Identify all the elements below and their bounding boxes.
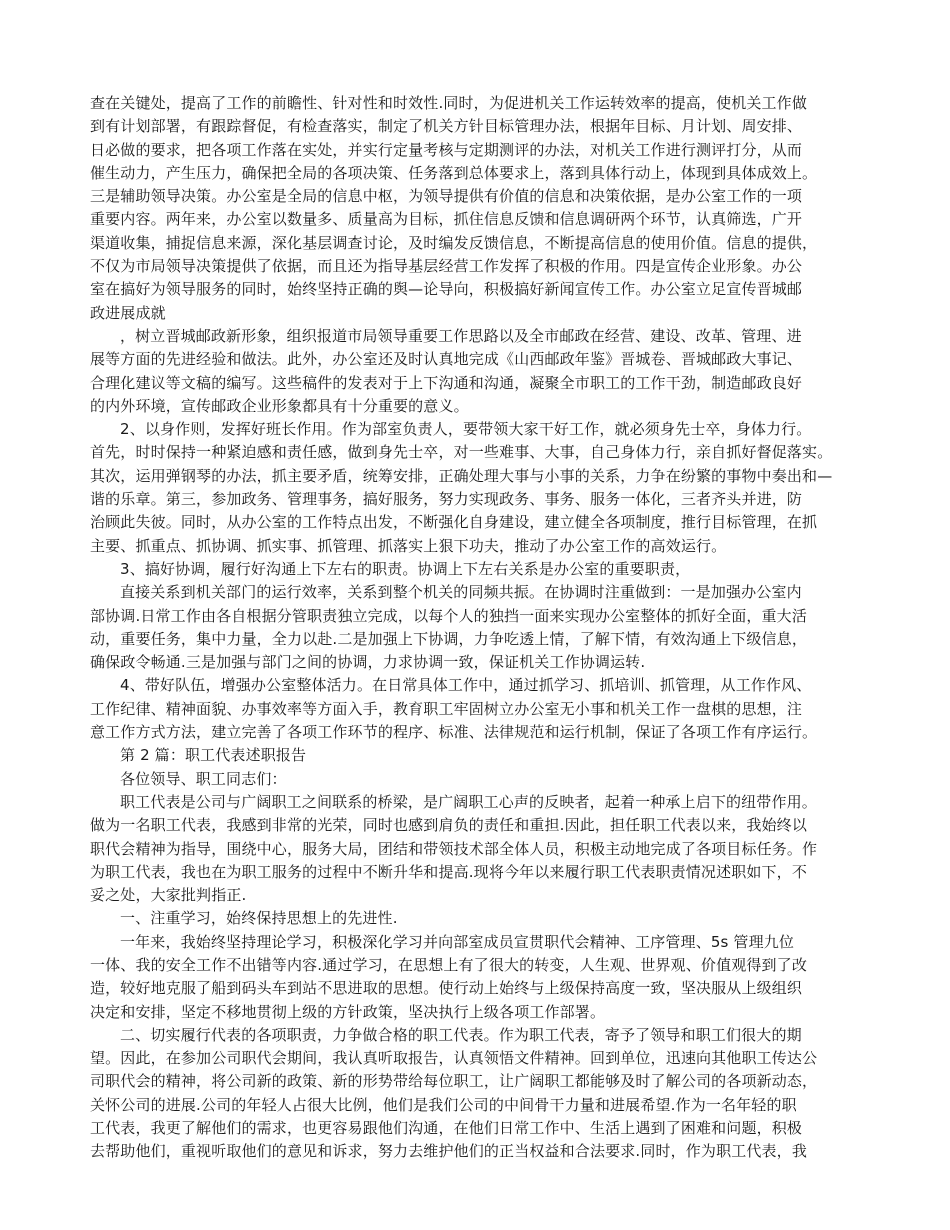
text-line: 首先，时时保持一种紧迫感和责任感，做到身先士卒，对一些难事、大事，自己身体力行，亲自抓好督促落实。: [90, 443, 833, 462]
text-line: 合理化建议等文稿的编写。这些稿件的发表对于上下沟通和沟通，凝聚全市职工的工作干劲，制造邮政良好: [90, 373, 803, 392]
text-line: 妥之处，大家批判指正.: [90, 886, 247, 905]
text-line: 各位领导、职工同志们：: [120, 769, 287, 788]
text-line: 工代表，我更了解他们的需求，也更容易跟他们沟通，在他们日常工作中、生活上遇到了困难和问题，积极: [90, 1119, 803, 1138]
text-line: 意工作方式方法，建立完善了各项工作环节的程序、标准、法律规范和运行机制，保证了各项工作有序运行。: [90, 723, 818, 742]
text-line: 造，较好地克服了船到码头车到站不思进取的思想。使行动上始终与上级保持高度一致，坚决服从上级组织: [90, 979, 803, 998]
text-line: 工作纪律、精神面貌、办事效率等方面入手，教育职工牢固树立办公室无小事和机关工作一盘棋的思想，注: [90, 699, 803, 718]
text-line: 3、搞好协调，履行好沟通上下左右的职责。协调上下左右关系是办公室的重要职责，: [120, 559, 691, 578]
text-line: 其次，运用弹钢琴的办法，抓主要矛盾，统筹安排，正确处理大事与小事的关系，力争在纷繁的事物中奏出和—: [90, 466, 833, 485]
text-line: 到有计划部署，有跟踪督促，有检查落实，制定了机关方针目标管理办法，根据年目标、月计划、周安排、: [90, 117, 803, 136]
text-line: ，树立晋城邮政新形象，组织报道市局领导重要工作思路以及全市邮政在经营、建设、改革、管理、进: [120, 326, 802, 345]
text-line: 为职工代表，我也在为职工服务的过程中不断升华和提高.现将今年以来履行职工代表职责情况述职如下，不: [90, 862, 807, 881]
text-line: 职工代表是公司与广阔职工之间联系的桥梁，是广阔职工心声的反映者，起着一种承上启下的纽带作用。: [120, 792, 817, 811]
text-line: 的内外环境，宣传邮政企业形象都具有十分重要的意义。: [90, 396, 469, 415]
text-line: 政进展成就: [90, 303, 166, 322]
text-line: 室在搞好为领导服务的同时，始终坚持正确的舆—论导向，积极搞好新闻宣传工作。办公室立足宣传晋城邮: [90, 280, 803, 299]
text-line: 不仅为市局领导决策提供了依据，而且还为指导基层经营工作发挥了积极的作用。四是宣传企业形象。办公: [90, 257, 803, 276]
text-line: 治顾此失彼。同时，从办公室的工作特点出发，不断强化自身建设，建立健全各项制度，推行目标管理，在抓: [90, 513, 818, 532]
text-line: 谐的乐章。第三，参加政务、管理事务，搞好服务，努力实现政务、事务、服务一体化，三者齐头并进，防: [90, 490, 803, 509]
text-line: 重要内容。两年来，办公室以数量多、质量高为目标，抓住信息反馈和信息调研两个环节，认真筛选，广开: [90, 210, 803, 229]
text-line: 4、带好队伍，增强办公室整体活力。在日常具体工作中，通过抓学习、抓培训、抓管理，从工作作风、: [120, 676, 812, 695]
text-line: 直接关系到机关部门的运行效率，关系到整个机关的同频共振。在协调时注重做到：一是加强办公室内: [120, 583, 802, 602]
text-line: 三是辅助领导决策。办公室是全局的信息中枢，为领导提供有价值的信息和决策依据，是办公室工作的一项: [90, 187, 803, 206]
text-line: 做为一名职工代表，我感到非常的光荣，同时也感到肩负的责任和重担.因此，担任职工代表以来，我始终以: [90, 816, 807, 835]
text-line: 二、切实履行代表的各项职责，力争做合格的职工代表。作为职工代表，寄予了领导和职工们很大的期: [120, 1025, 802, 1044]
text-line: 展等方面的先进经验和做法。此外，办公室还及时认真地完成《山西邮政年鉴》晋城卷、晋城邮政大事记、: [90, 350, 803, 369]
text-line: 望。因此，在参加公司职代会期间，我认真听取报告，认真领悟文件精神。回到单位，迅速向其他职工传达公: [90, 1049, 818, 1068]
text-line: 渠道收集，捕捉信息来源，深化基层调查讨论，及时编发反馈信息，不断提高信息的使用价值。信息的提供，: [90, 233, 818, 252]
text-line: 司职代会的精神，将公司新的政策、新的形势带给每位职工，让广阔职工都能够及时了解公司的各项新动态，: [90, 1072, 818, 1091]
text-line: 职代会精神为指导，围绕中心，服务大局，团结和带领技术部全体人员，积极主动地完成了各项目标任务。作: [90, 839, 818, 858]
text-line: 关怀公司的进展.公司的年轻人占很大比例，他们是我们公司的中间骨干力量和进展希望.作为一名年轻的职: [90, 1095, 797, 1114]
text-line: 日必做的要求，把各项工作落在实处，并实行定量考核与定期测评的办法，对机关工作进行测评打分，从而: [90, 140, 803, 159]
text-line: 一年来，我始终坚持理论学习，积极深化学习并向部室成员宣贯职代会精神、工序管理、5s 管理九位: [120, 932, 795, 951]
text-line: 一、注重学习，始终保持思想上的先进性.: [120, 909, 398, 928]
text-line: 主要、抓重点、抓协调、抓实事、抓管理、抓落实上狠下功夫，推动了办公室工作的高效运行。: [90, 536, 727, 555]
text-line: 确保政令畅通.三是加强与部门之间的协调，力求协调一致，保证机关工作协调运转.: [90, 653, 646, 672]
text-line: 动，重要任务，集中力量，全力以赴.二是加强上下协调，力争吃透上情，了解下情，有效沟通上下级信息，: [90, 629, 807, 648]
text-line: 部协调.日常工作由各自根据分管职责独立完成，以每个人的独挡一面来实现办公室整体的抓好全面，重大活: [90, 606, 807, 625]
text-line: 催生动力，产生压力，确保把全局的各项决策、任务落到总体要求上，落到具体行动上，体现到具体成效上。: [90, 163, 818, 182]
text-line: 查在关键处，提高了工作的前瞻性、针对性和时效性.同时，为促进机关工作运转效率的提高，使机关工作做: [90, 94, 807, 112]
text-line: 第 2 篇：职工代表述职报告: [120, 746, 307, 765]
text-line: 2、以身作则，发挥好班长作用。作为部室负责人，要带领大家干好工作，就必须身先士卒，身体力行。: [120, 420, 812, 439]
text-line: 决定和安排，坚定不移地贯彻上级的方针政策，坚决执行上级各项工作部署。: [90, 1002, 606, 1021]
text-line: 一体、我的安全工作不出错等内容.通过学习，在思想上有了很大的转变，人生观、世界观、价值观得到了改: [90, 955, 807, 974]
text-line: 去帮助他们，重视听取他们的意见和诉求，努力去维护他们的正当权益和合法要求.同时，作为职工代表，我: [90, 1142, 807, 1161]
